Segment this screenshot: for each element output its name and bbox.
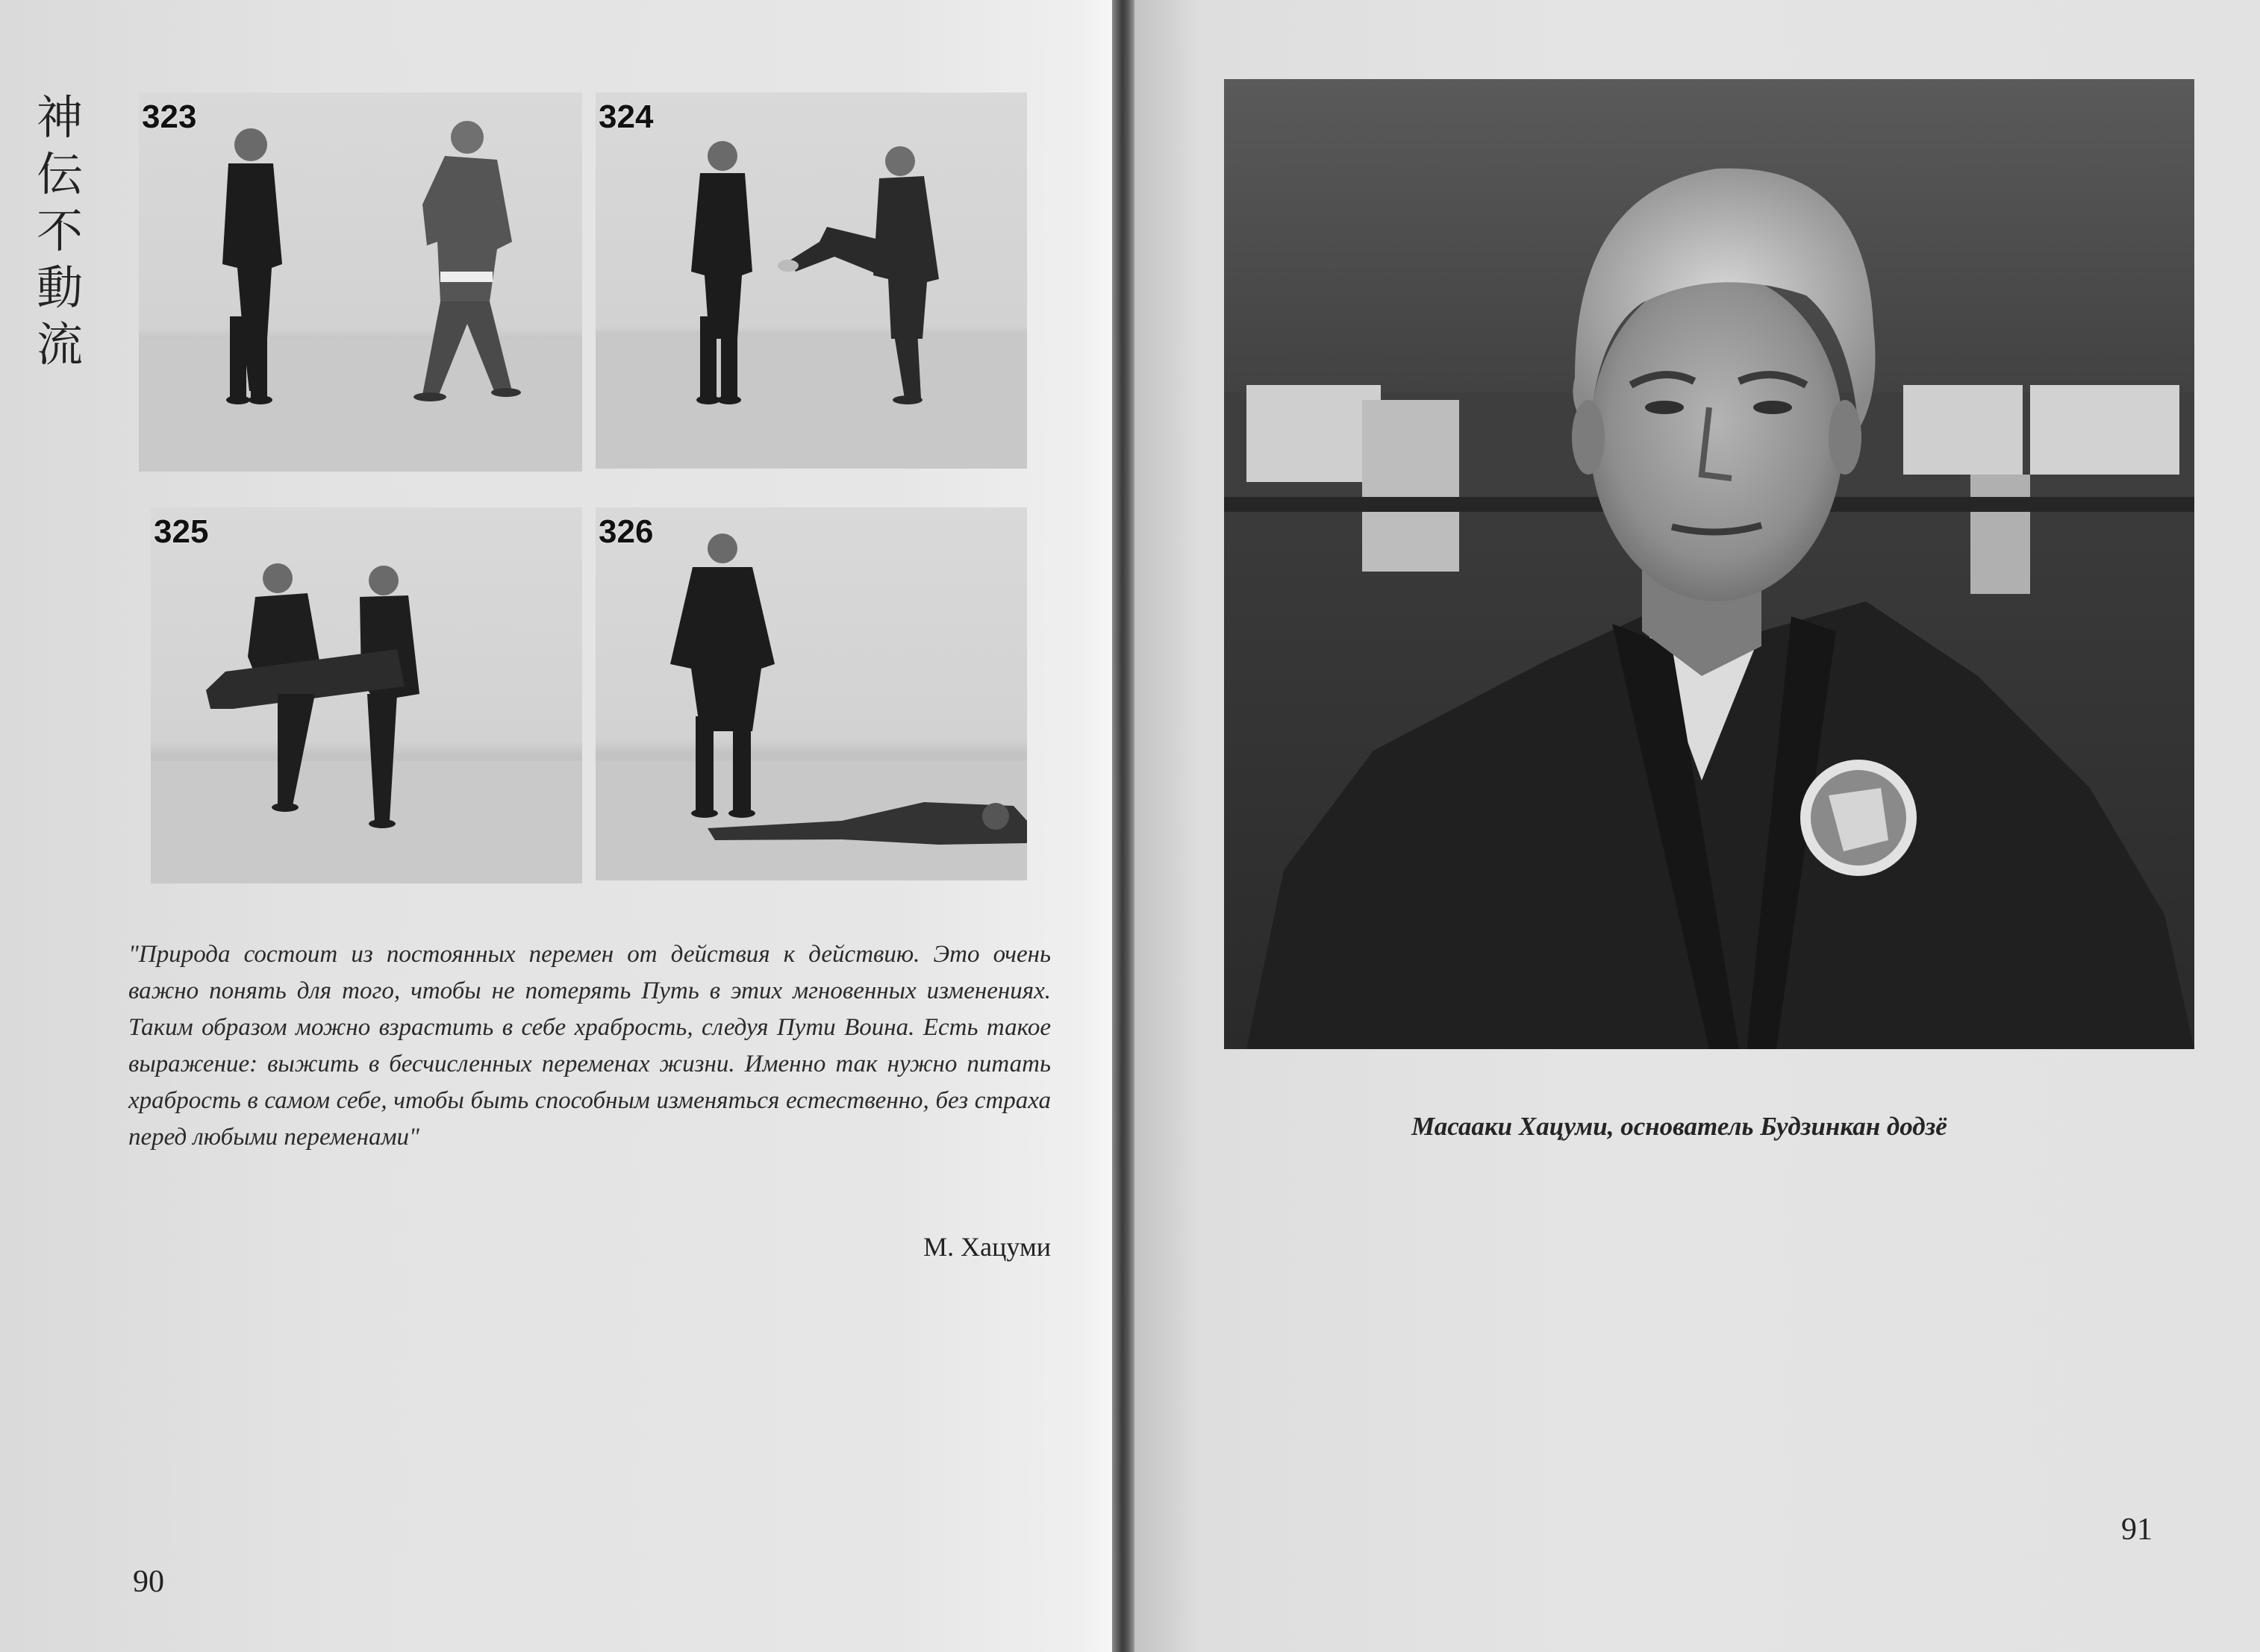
photo-324 bbox=[596, 93, 1027, 469]
photo-number: 324 bbox=[599, 98, 654, 135]
kanji-char: 動 bbox=[36, 260, 83, 315]
quote-signature: М. Хацуми bbox=[923, 1232, 1051, 1262]
vertical-kanji-title bbox=[30, 90, 90, 373]
portrait-photo bbox=[1224, 79, 2194, 1049]
left-page bbox=[0, 0, 1112, 1652]
kanji-char: 不 bbox=[36, 204, 83, 258]
photo-number: 323 bbox=[142, 98, 197, 135]
photo-323-illustration bbox=[139, 93, 582, 472]
kanji-char: 流 bbox=[36, 317, 83, 372]
page-number-right: 91 bbox=[2121, 1512, 2153, 1547]
photo-325-illustration bbox=[151, 507, 582, 883]
photo-number: 325 bbox=[154, 513, 209, 550]
photo-326-illustration bbox=[596, 507, 1027, 880]
book-gutter bbox=[1112, 0, 1134, 1652]
photo-number: 326 bbox=[599, 513, 654, 550]
photo-325 bbox=[151, 507, 582, 883]
photo-324-illustration bbox=[596, 93, 1027, 469]
photo-326 bbox=[596, 507, 1027, 880]
hatsumi-quote: "Природа состоит из постоянных перемен от действия к действию. Это очень важно понять для того, чтобы не потерять Путь в этих мгновенных изменениях. Таким образом можно взрастить в себе храбрость, следуя Пути Воина. Есть такое выражение: выжить в бесчисленных переменах жизни. Именно так нужно питать храбрость в самом себе, чтобы быть способным изменяться естественно, без страха перед любыми переменами" bbox=[128, 941, 1051, 1151]
photo-323 bbox=[139, 93, 582, 472]
portrait-caption: Масааки Хацуми, основатель Будзинкан додзё bbox=[1411, 1112, 1947, 1141]
page-number-left: 90 bbox=[133, 1565, 164, 1599]
kanji-char: 神 bbox=[36, 90, 83, 145]
right-page bbox=[1134, 0, 2260, 1652]
portrait-illustration bbox=[1224, 79, 2194, 1049]
kanji-char: 伝 bbox=[36, 147, 83, 201]
